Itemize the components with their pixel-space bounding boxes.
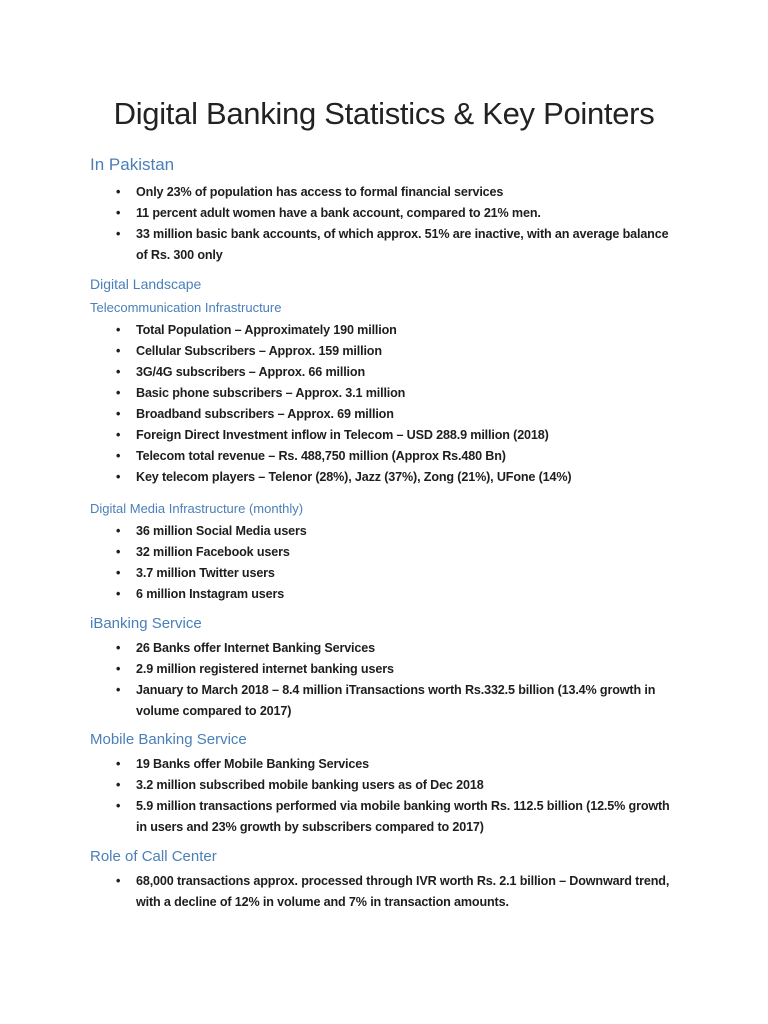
section-ibanking xyxy=(90,614,680,722)
section-heading: In Pakistan xyxy=(90,155,175,174)
list-item-text: 33 million basic bank accounts, of which approx. 51% are inactive, with an average balance of Rs. 300 only xyxy=(136,227,669,262)
section-heading: iBanking Service xyxy=(90,615,202,632)
bullet-icon: • xyxy=(116,641,121,655)
list-item xyxy=(90,563,676,584)
list-item-text: Foreign Direct Investment inflow in Telecom – USD 288.9 million (2018) xyxy=(136,428,549,442)
list-item-text: 3.7 million Twitter users xyxy=(136,566,275,580)
bullet-list xyxy=(90,871,680,913)
bullet-list xyxy=(90,754,680,838)
bullet-list xyxy=(90,320,680,488)
list-item xyxy=(90,404,676,425)
section-heading: Digital Media Infrastructure (monthly) xyxy=(90,501,304,516)
bullet-icon: • xyxy=(116,227,121,241)
bullet-icon: • xyxy=(116,799,121,813)
list-item-text: 3G/4G subscribers – Approx. 66 million xyxy=(136,365,365,379)
list-item-text: 3.2 million subscribed mobile banking users as of Dec 2018 xyxy=(136,778,484,792)
bullet-icon: • xyxy=(116,662,121,676)
subsection-heading: Telecommunication Infrastructure xyxy=(90,300,282,315)
bullet-icon: • xyxy=(116,449,121,463)
list-item-text: Only 23% of population has access to formal financial services xyxy=(136,185,504,199)
list-item xyxy=(90,446,676,467)
section-call-center xyxy=(90,847,680,913)
section-in-pakistan xyxy=(90,154,680,266)
list-item-text: Basic phone subscribers – Approx. 3.1 million xyxy=(136,386,406,400)
list-item-text: 36 million Social Media users xyxy=(136,524,307,538)
bullet-list xyxy=(90,638,680,722)
bullet-list xyxy=(90,521,680,605)
bullet-icon: • xyxy=(116,470,121,484)
list-item xyxy=(90,521,676,542)
list-item-text: Broadband subscribers – Approx. 69 million xyxy=(136,407,394,421)
list-item-text: Telecom total revenue – Rs. 488,750 million (Approx Rs.480 Bn) xyxy=(136,449,506,463)
bullet-icon: • xyxy=(116,407,121,421)
bullet-icon: • xyxy=(116,545,121,559)
list-item-text: January to March 2018 – 8.4 million iTransactions worth Rs.332.5 billion (13.4% growth in volume compared to 2017) xyxy=(136,683,656,718)
list-item-text: 68,000 transactions approx. processed through IVR worth Rs. 2.1 billion – Downward trend, with a decline of 12% in volume and 7% in transaction amounts. xyxy=(136,874,670,909)
list-item-text: 32 million Facebook users xyxy=(136,545,290,559)
bullet-icon: • xyxy=(116,566,121,580)
list-item-text: 11 percent adult women have a bank account, compared to 21% men. xyxy=(136,206,541,220)
bullet-icon: • xyxy=(116,874,121,888)
list-item xyxy=(90,341,676,362)
list-item xyxy=(90,754,676,775)
list-item xyxy=(90,320,676,341)
list-item xyxy=(90,542,676,563)
list-item xyxy=(90,203,676,224)
bullet-icon: • xyxy=(116,587,121,601)
list-item-text: 26 Banks offer Internet Banking Services xyxy=(136,641,375,655)
list-item xyxy=(90,467,676,488)
bullet-icon: • xyxy=(116,344,121,358)
list-item xyxy=(90,680,676,722)
bullet-icon: • xyxy=(116,206,121,220)
bullet-icon: • xyxy=(116,386,121,400)
list-item-text: Key telecom players – Telenor (28%), Jazz (37%), Zong (21%), UFone (14%) xyxy=(136,470,572,484)
list-item-text: 19 Banks offer Mobile Banking Services xyxy=(136,757,369,771)
list-item xyxy=(90,362,676,383)
bullet-list xyxy=(90,182,680,266)
bullet-icon: • xyxy=(116,757,121,771)
list-item xyxy=(90,638,676,659)
section-heading: Mobile Banking Service xyxy=(90,731,247,748)
section-heading: Role of Call Center xyxy=(90,848,217,865)
bullet-icon: • xyxy=(116,683,121,697)
list-item xyxy=(90,775,676,796)
list-item xyxy=(90,796,676,838)
section-mobile-banking xyxy=(90,730,680,838)
bullet-icon: • xyxy=(116,365,121,379)
list-item xyxy=(90,383,676,404)
list-item-text: 5.9 million transactions performed via mobile banking worth Rs. 112.5 billion (12.5% growth in users and 23% growth by subscribers compared to 2017) xyxy=(136,799,670,834)
section-digital-media xyxy=(90,499,680,605)
page-title: Digital Banking Statistics & Key Pointers xyxy=(113,96,655,131)
list-item-text: 2.9 million registered internet banking users xyxy=(136,662,394,676)
list-item-text: 6 million Instagram users xyxy=(136,587,285,601)
bullet-icon: • xyxy=(116,323,121,337)
bullet-icon: • xyxy=(116,428,121,442)
list-item xyxy=(90,659,676,680)
list-item-text: Cellular Subscribers – Approx. 159 million xyxy=(136,344,382,358)
list-item xyxy=(90,224,676,266)
list-item xyxy=(90,871,676,913)
bullet-icon: • xyxy=(116,778,121,792)
list-item-text: Total Population – Approximately 190 million xyxy=(136,323,397,337)
list-item xyxy=(90,425,676,446)
bullet-icon: • xyxy=(116,524,121,538)
list-item xyxy=(90,182,676,203)
bullet-icon: • xyxy=(116,185,121,199)
section-heading: Digital Landscape xyxy=(90,276,202,292)
section-digital-landscape xyxy=(90,274,680,488)
list-item xyxy=(90,584,676,605)
